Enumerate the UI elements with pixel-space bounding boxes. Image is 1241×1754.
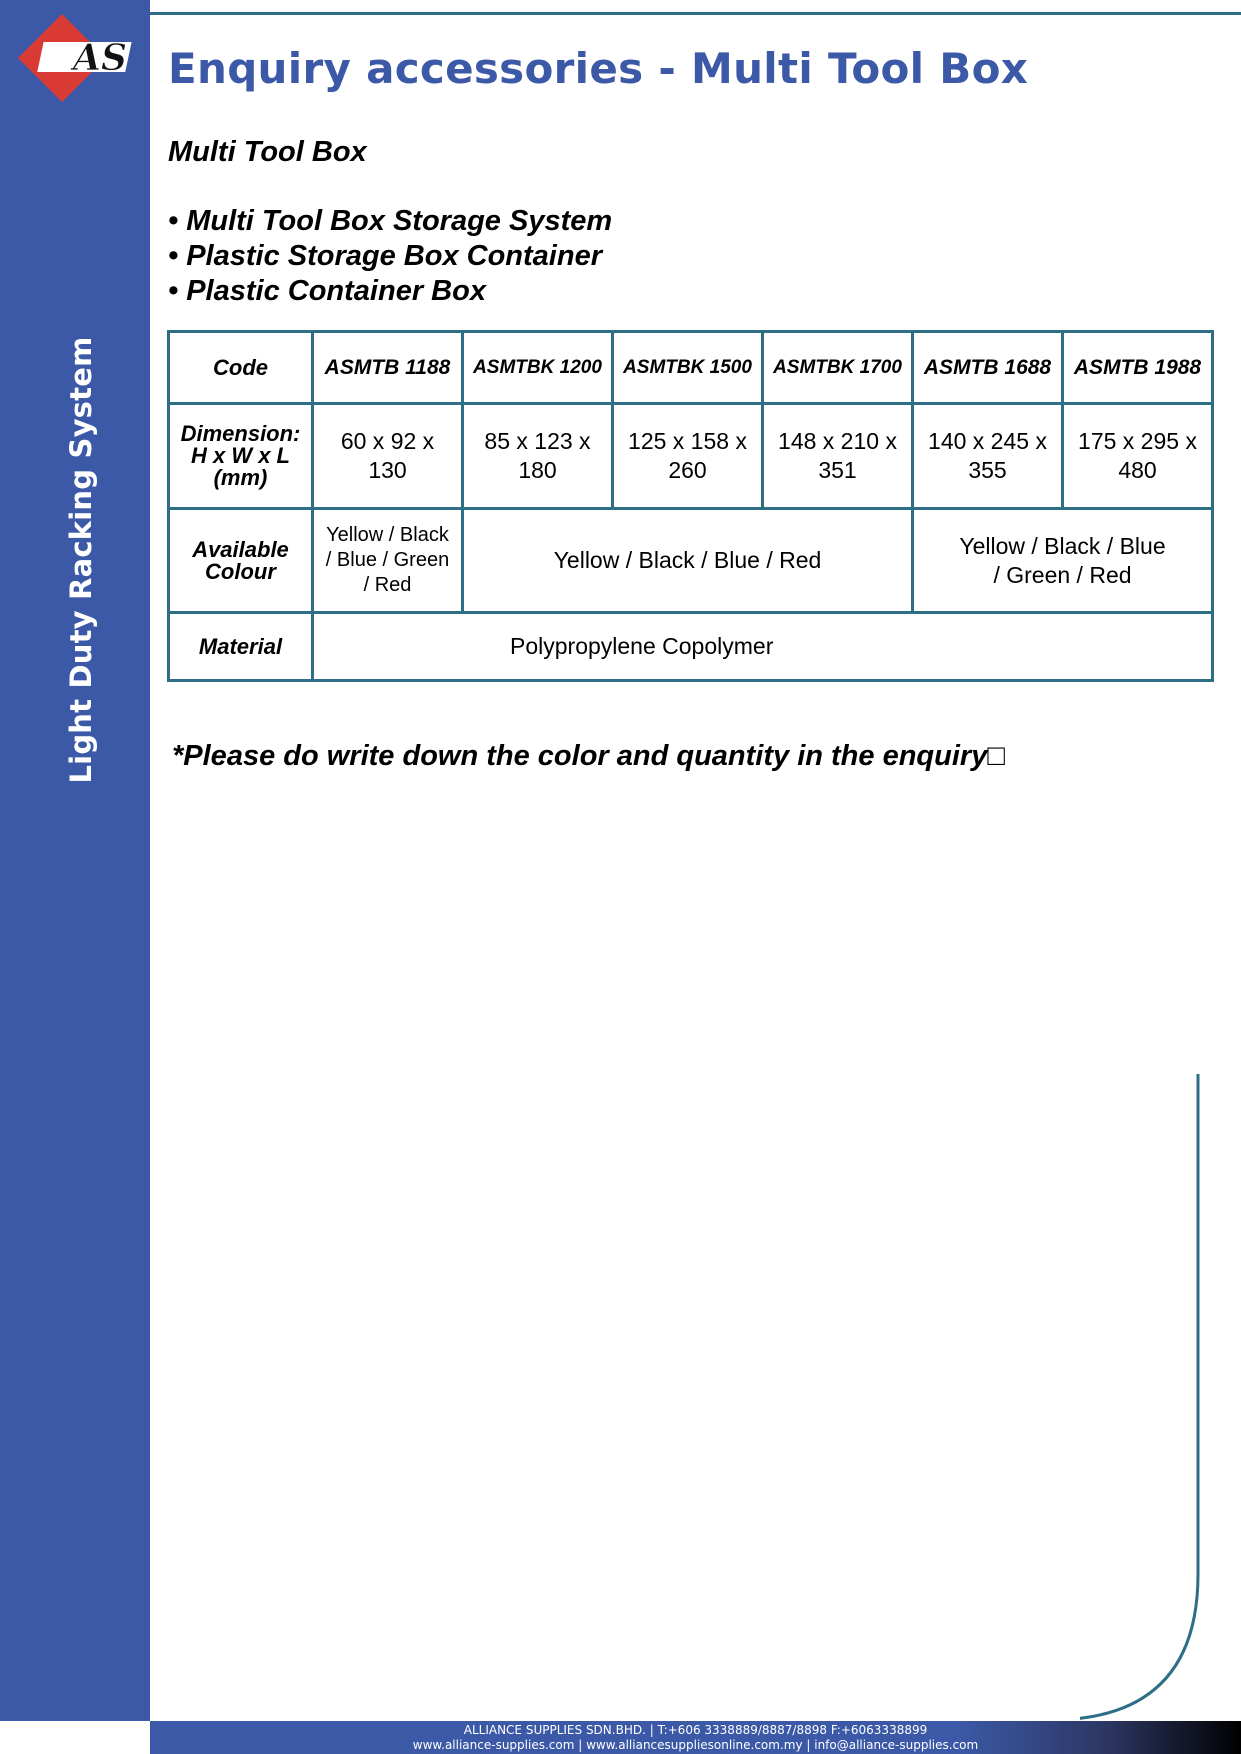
colour-line: / Red [363, 574, 412, 596]
decorative-corner-curve [1080, 1074, 1200, 1724]
material-header: Material [169, 613, 313, 681]
page-title: Enquiry accessories - Multi Tool Box [168, 44, 1029, 93]
colour-header-line: Available [192, 536, 289, 562]
colour-cell [463, 509, 913, 613]
dimension-header-line: H x W x L [190, 443, 290, 468]
footer-links: www.alliance-supplies.com | www.alliancesuppliesonline.com.my | info@alliance-supplies.com [412, 1738, 979, 1752]
feature-list [168, 204, 612, 309]
material-row [169, 613, 1213, 681]
dimension-cell [763, 404, 913, 509]
dimension-cell [913, 404, 1063, 509]
dimension-cell [463, 404, 613, 509]
dimension-line: 355 [968, 457, 1007, 483]
colour-row [169, 509, 1213, 613]
dimension-line: 175 x 295 x [1078, 428, 1197, 454]
footer-contact: ALLIANCE SUPPLIES SDN.BHD. | T:+606 3338889/8887/8898 F:+6063338899 [463, 1723, 928, 1737]
code-cell: ASMTBK 1200 [463, 332, 613, 404]
footer [150, 1721, 1241, 1754]
dimension-line: 480 [1118, 457, 1157, 483]
colour-line: / Green / Red [993, 561, 1132, 588]
dimension-row [169, 404, 1213, 509]
dimension-line: 60 x 92 x [340, 428, 435, 454]
code-cell: ASMTB 1688 [913, 332, 1063, 404]
colour-cell [913, 509, 1213, 613]
dimension-line: 180 [518, 457, 557, 483]
dimension-header-line: Dimension: [180, 421, 301, 446]
colour-line: Yellow / Black / Blue / Red [553, 547, 822, 573]
specs-table [167, 330, 1214, 682]
dimension-cell [1063, 404, 1213, 509]
top-rule [150, 12, 1241, 15]
colour-line: Yellow / Black / Blue [959, 532, 1166, 559]
dimension-header-line: (mm) [213, 465, 268, 490]
dimension-line: 140 x 245 x [928, 428, 1047, 454]
feature-item: • Plastic Storage Box Container [168, 239, 612, 274]
code-cell: ASMTB 1988 [1063, 332, 1213, 404]
colour-cell [313, 509, 463, 613]
dimension-line: 148 x 210 x [778, 428, 897, 454]
colour-header [169, 509, 313, 613]
code-header: Code [169, 332, 313, 404]
feature-item: • Plastic Container Box [168, 274, 612, 309]
logo-text: AS [73, 37, 127, 79]
code-cell: ASMTBK 1500 [613, 332, 763, 404]
dimension-header [169, 404, 313, 509]
code-row [169, 332, 1213, 404]
dimension-line: 125 x 158 x [628, 428, 747, 454]
dimension-cell [313, 404, 463, 509]
colour-line: / Blue / Green [325, 549, 450, 571]
company-logo [12, 12, 142, 116]
dimension-line: 351 [818, 457, 857, 483]
colour-header-line: Colour [205, 558, 276, 584]
dimension-line: 130 [368, 457, 407, 483]
colour-line: Yellow / Black [326, 524, 449, 546]
enquiry-note: *Please do write down the color and quantity in the enquiry□ [172, 740, 1005, 772]
feature-item: • Multi Tool Box Storage System [168, 204, 612, 239]
code-cell: ASMTB 1188 [313, 332, 463, 404]
sidebar [0, 0, 150, 1721]
code-cell: ASMTBK 1700 [763, 332, 913, 404]
product-subtitle: Multi Tool Box [168, 136, 367, 168]
dimension-line: 85 x 123 x [484, 428, 591, 454]
dimension-cell [613, 404, 763, 509]
material-cell: Polypropylene Copolymer [313, 613, 1213, 681]
sidebar-vertical-title: Light Duty Racking System [64, 336, 98, 784]
dimension-line: 260 [668, 457, 707, 483]
